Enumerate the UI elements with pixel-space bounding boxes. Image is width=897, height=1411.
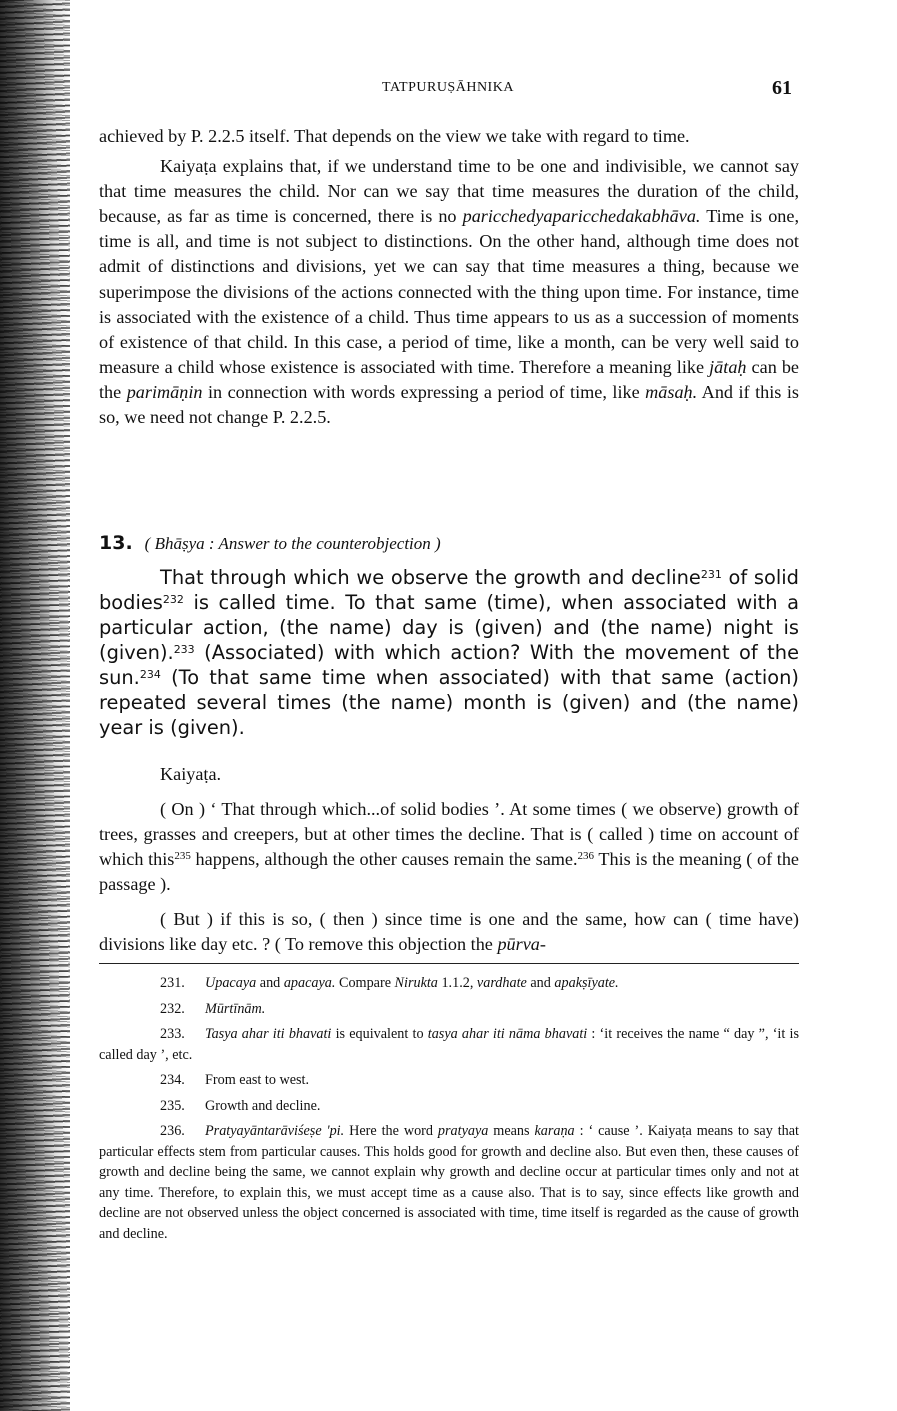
- footnote-235: [99, 1096, 799, 1117]
- footnote-number: 233.: [160, 1026, 185, 1042]
- footnote-text: and: [526, 975, 555, 991]
- bhasya-translation: [99, 565, 799, 740]
- footnote-text: From east to west.: [205, 1072, 310, 1088]
- footnote-text: is equivalent to: [331, 1026, 428, 1042]
- footnote-text: apacaya.: [283, 975, 336, 991]
- intro-paragraph-1: achieved by P. 2.2.5 itself. That depends on the view we take with regard to time.: [99, 126, 690, 146]
- footnote-text: apakṣīyate.: [554, 975, 619, 991]
- running-title: TATPURUṢĀHNIKA: [382, 80, 514, 95]
- footnote-number: 234.: [160, 1072, 185, 1088]
- commentary-paragraph-1: ( On ) ‘ That through which...of solid bodies ’. At some times ( we observe) growth of trees, grasses and creepers, but at other times the decline. That is ( called ) time on account of which this$^{235}$ happens, although the other causes remain the same.$^{236}$ This is the meaning ( of the passage ).: [99, 799, 799, 895]
- section-heading: [99, 532, 441, 554]
- footnote-text: : ‘ cause ’. Kaiyaṭa means to say that particular effects stem from particular causes. This holds good for growth and decline also. But even then, these causes of growth and decline being the same, we cannot explain why growth and decline occur at particular times only and not at any time. Therefore, to explain this, we must accept time as a cause also. That is to say, since effects like growth and decline are not observed unless the object concerned is associated with time, time itself is regarded as the cause of growth and decline.: [99, 1123, 799, 1242]
- translation-paragraph: That through which we observe the growth and decline$^{231}$ of solid bodies$^{232}$ is called time. To that same (time), when associated with a particular action, (the name) day is (given) and (the name) night is (given).$^{233}$ (Associated) with which action? With the movement of the sun.$^{234}$ (To that same time when associated) with that same (action) repeated several times (the name) month is (given) and (the name) year is (given).: [99, 566, 799, 739]
- intro-paragraph-2: Kaiyaṭa explains that, if we understand time to be one and indivisible, we cannot say that time measures the child. Nor can we say that time measures the duration of the child, because, as far as time is concerned, there is no paricchedyaparicchedakabhāva. Time is one, time is all, and time is not subject to distinctions. On the other hand, although time does not admit of distinctions and divisions, yet we can say that time measures a thing, because we superimpose the divisions of the actions connected with the thing upon time. For instance, time is associated with the existence of a child. Thus time appears to us as a succession of moments of existence of that child. In this case, a period of time, like a month, can be very well said to measure a child whose existence is associated with time. Therefore a meaning like jātaḥ can be the parimāṇin in connection with words expressing a period of time, like māsaḥ. And if this is so, we need not change P. 2.2.5.: [99, 156, 800, 428]
- footnote-number: 236.: [160, 1123, 185, 1139]
- footnote-text: Here the word: [344, 1123, 438, 1139]
- footnote-number: 231.: [160, 975, 185, 991]
- intro-block: [99, 124, 799, 430]
- running-head: [98, 77, 798, 102]
- footnote-text: Tasya ahar iti bhavati: [205, 1026, 332, 1042]
- section-title: ( Bhāṣya : Answer to the counterobjection ): [144, 534, 441, 553]
- page-number: 61: [772, 77, 792, 99]
- section-number: 13.: [99, 532, 133, 554]
- footnote-text: Compare: [335, 975, 395, 991]
- binding-gutter-shadow: [0, 0, 70, 1411]
- kaiyata-commentary: [99, 797, 799, 958]
- commentary-paragraph-2: ( But ) if this is so, ( then ) since time is one and the same, how can ( time have) divisions like day etc. ? ( To remove this objection the pūrva-: [99, 909, 799, 955]
- footnote-text: Upacaya: [205, 975, 257, 991]
- footnote-text: pratyaya: [437, 1123, 489, 1139]
- footnote-text: tasya ahar iti nāma bhavati: [427, 1026, 588, 1042]
- footnotes: [99, 973, 799, 1244]
- footnote-text: Pratyayāntarāviśeṣe 'pi.: [205, 1123, 345, 1139]
- footnote-text: vardhate: [476, 975, 527, 991]
- footnote-234: [99, 1070, 799, 1091]
- footnote-232: [99, 999, 799, 1020]
- footnote-236: [99, 1121, 799, 1244]
- footnote-text: and: [256, 975, 284, 991]
- footnote-number: 232.: [160, 1000, 185, 1017]
- footnote-divider: [99, 963, 799, 964]
- footnote-233: [99, 1024, 799, 1065]
- kaiyata-label: Kaiyaṭa.: [160, 764, 222, 784]
- footnote-text: Nirukta: [394, 975, 438, 991]
- footnote-text: 1.1.2,: [437, 975, 477, 991]
- footnote-text: Growth and decline.: [205, 1097, 321, 1114]
- footnote-text: karaṇa: [534, 1123, 575, 1139]
- footnote-text: means: [488, 1123, 535, 1139]
- footnote-231: [99, 973, 799, 994]
- footnote-number: 235.: [160, 1097, 185, 1114]
- footnote-text: Mūrtīnām.: [205, 1000, 266, 1017]
- footnote-text: : ‘it receives the name “ day ”, ‘it is called day ’, etc.: [99, 1026, 799, 1063]
